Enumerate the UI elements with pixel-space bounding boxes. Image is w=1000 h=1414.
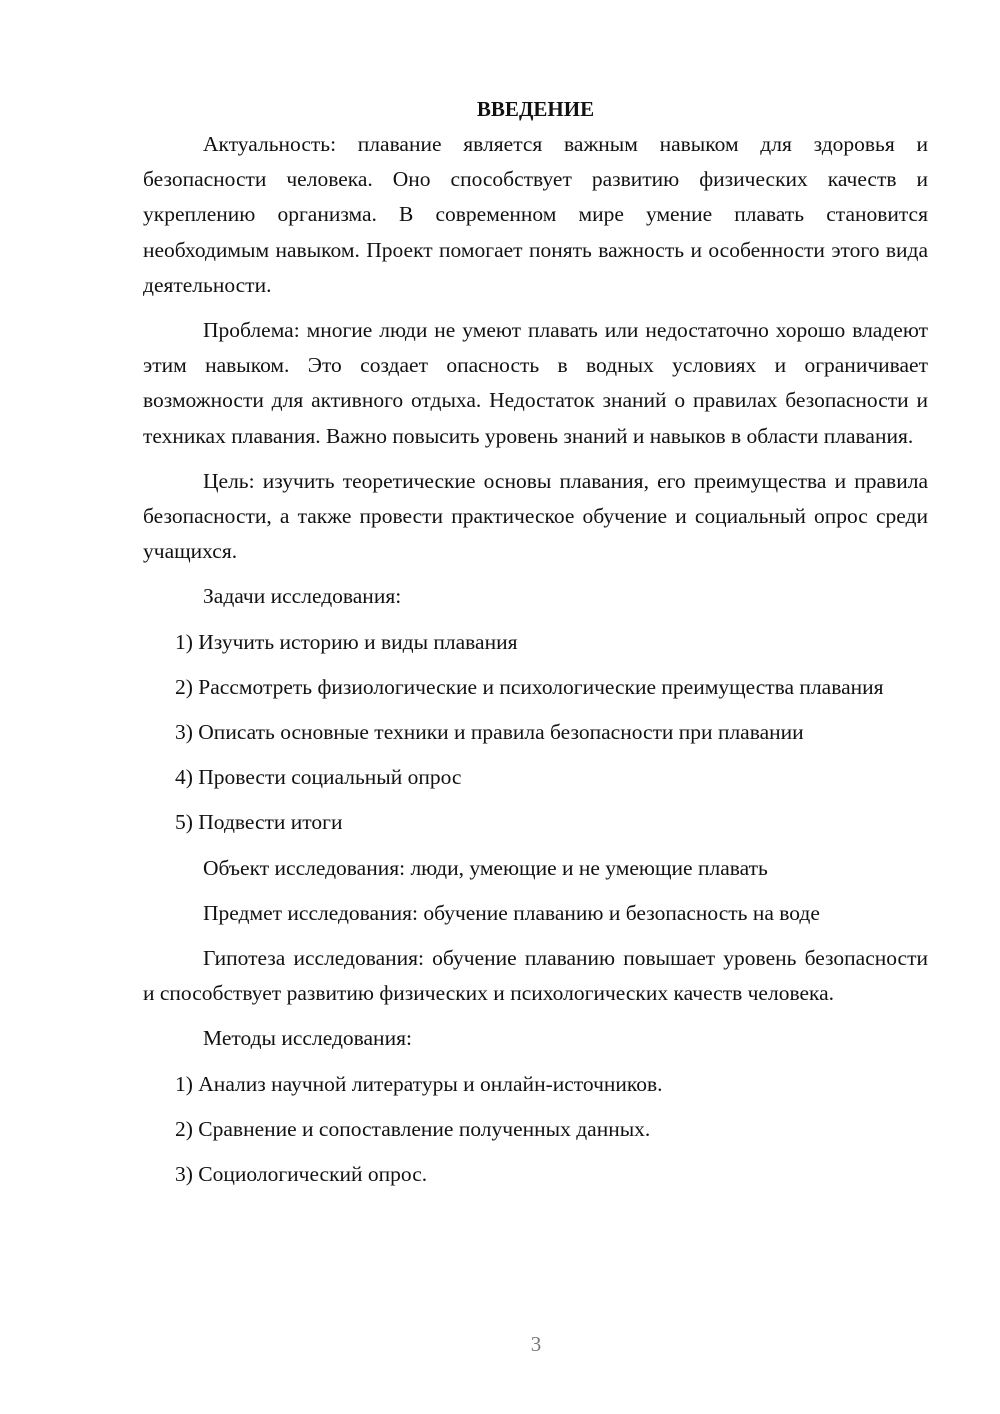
relevance-paragraph: Актуальность: плавание является важным навыком для здоровья и безопасности человека. Оно способствует развитию физических качеств и укреплению организма. В современном мире умение плавать становится необходимым навыком. Проект помогает понять важность и особенности этого вида деятельности. [143, 132, 928, 297]
goal-paragraph: Цель: изучить теоретические основы плавания, его преимущества и правила безопасности, а также провести практическое обучение и социальный опрос среди учащихся. [143, 468, 928, 564]
section-title: ВВЕДЕНИЕ [476, 97, 595, 121]
page-body [143, 92, 928, 1202]
page-number: 3 [530, 1332, 542, 1356]
subject-paragraph: Предмет исследования: обучение плаванию и безопасность на воде [203, 900, 820, 925]
object-paragraph: Объект исследования: люди, умеющие и не умеющие плавать [203, 855, 768, 880]
tasks-heading: Задачи исследования: [203, 584, 402, 609]
methods-heading: Методы исследования: [203, 1026, 412, 1051]
hypothesis-paragraph: Гипотеза исследования: обучение плаванию повышает уровень безопасности и способствует развитию физических и психологических качеств человека. [143, 946, 928, 1006]
task-item: 1) Изучить историю и виды плавания [175, 629, 518, 654]
task-item: 5) Подвести итоги [175, 810, 343, 835]
task-item: 4) Провести социальный опрос [175, 765, 462, 790]
problem-paragraph: Проблема: многие люди не умеют плавать или недостаточно хорошо владеют этим навыком. Это создает опасность в водных условиях и ограничивает возможности для активного отдыха. Недостаток знаний о правилах безопасности и техниках плавания. Важно повысить уровень знаний и навыков в области плавания. [143, 318, 928, 448]
task-item: 2) Рассмотреть физиологические и психологические преимущества плавания [175, 674, 884, 699]
method-item: 1) Анализ научной литературы и онлайн-источников. [175, 1071, 663, 1096]
task-item: 3) Описать основные техники и правила безопасности при плавании [175, 720, 804, 745]
method-item: 2) Сравнение и сопоставление полученных данных. [175, 1116, 651, 1141]
method-item: 3) Социологический опрос. [175, 1162, 428, 1187]
